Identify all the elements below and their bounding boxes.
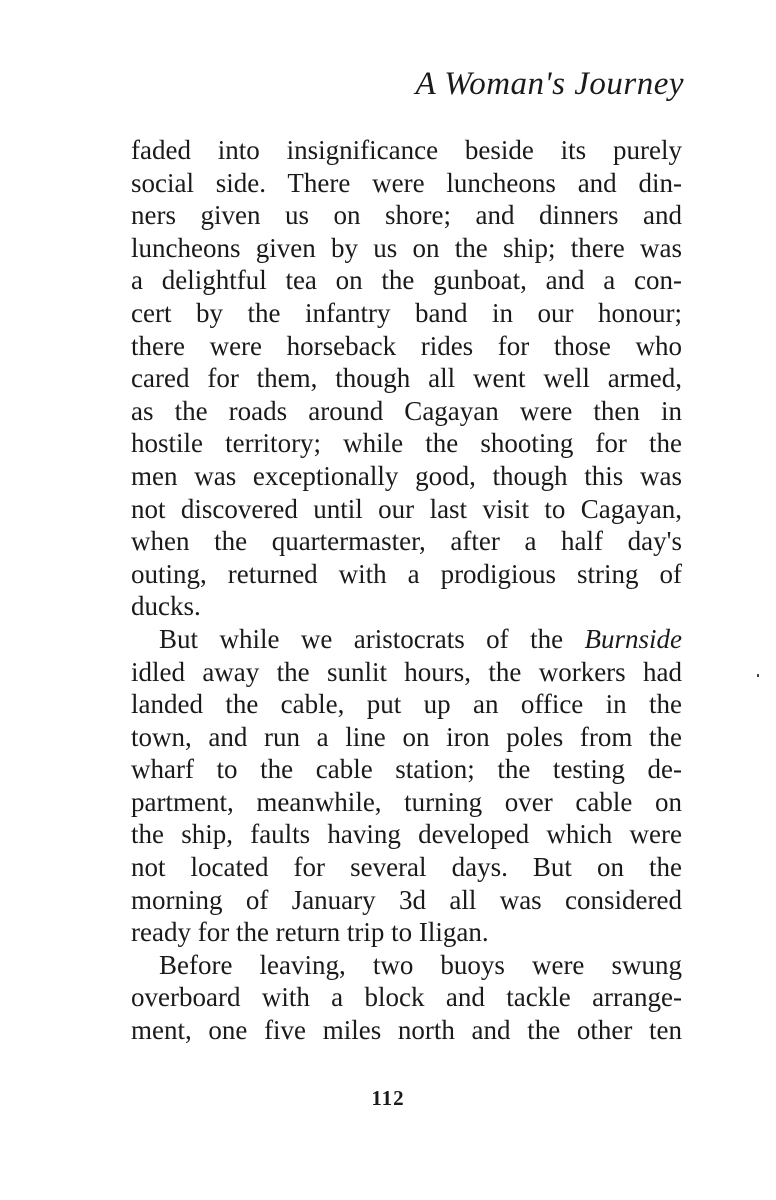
text-line: overboard with a block and tackle arrange- [131, 982, 682, 1013]
text-line: men was exceptionally good, though this was [131, 460, 682, 491]
text-span: But while we aristocrats of the [159, 623, 585, 654]
text-line: luncheons given by us on the ship; there was [131, 232, 682, 263]
text-line: idled away the sunlit hours, the workers had [131, 656, 682, 687]
text-line: not located for several days. But on the [131, 852, 682, 883]
text-line: faded into insignificance beside its purely [131, 135, 682, 165]
text-line: outing, returned with a prodigious string of [131, 558, 682, 589]
text-line: ment, one five miles north and the other ten [131, 1015, 682, 1046]
paragraph-3 [131, 949, 682, 1047]
text-line: cert by the infantry band in our honour; [131, 297, 682, 328]
text-line: ducks. [131, 591, 201, 622]
text-line: there were horseback rides for those who [131, 330, 682, 361]
text-line: ready for the return trip to Iligan. [131, 917, 489, 948]
text-line: when the quartermaster, after a half day's [131, 526, 682, 557]
body-text [131, 134, 682, 1047]
text-line: partment, meanwhile, turning over cable on [131, 786, 682, 817]
text-line: cared for them, though all went well armed, [131, 363, 682, 394]
margin-mark [757, 674, 759, 677]
text-line: a delightful tea on the gunboat, and a con- [131, 265, 682, 296]
text-line: hostile territory; while the shooting for the [131, 428, 682, 459]
text-line: morning of January 3d all was considered [131, 884, 682, 915]
text-line: social side. There were luncheons and din- [131, 167, 682, 198]
text-line: ners given us on shore; and dinners and [131, 200, 682, 231]
paragraph-2 [131, 623, 682, 949]
text-line: as the roads around Cagayan were then in [131, 395, 682, 426]
text-line [131, 623, 682, 656]
text-line: not discovered until our last visit to Cagayan, [131, 493, 682, 524]
ship-name: Burnside [584, 623, 682, 654]
text-line: wharf to the cable station; the testing de- [131, 754, 682, 785]
text-line: the ship, faults having developed which were [131, 819, 682, 850]
page-number: 112 [371, 1086, 405, 1110]
text-line: town, and run a line on iron poles from the [131, 721, 682, 752]
text-line: Before leaving, two buoys were swung [159, 949, 682, 980]
paragraph-1 [131, 134, 682, 623]
running-head: A Woman's Journey [415, 66, 684, 102]
text-line: landed the cable, put up an office in the [131, 689, 682, 720]
